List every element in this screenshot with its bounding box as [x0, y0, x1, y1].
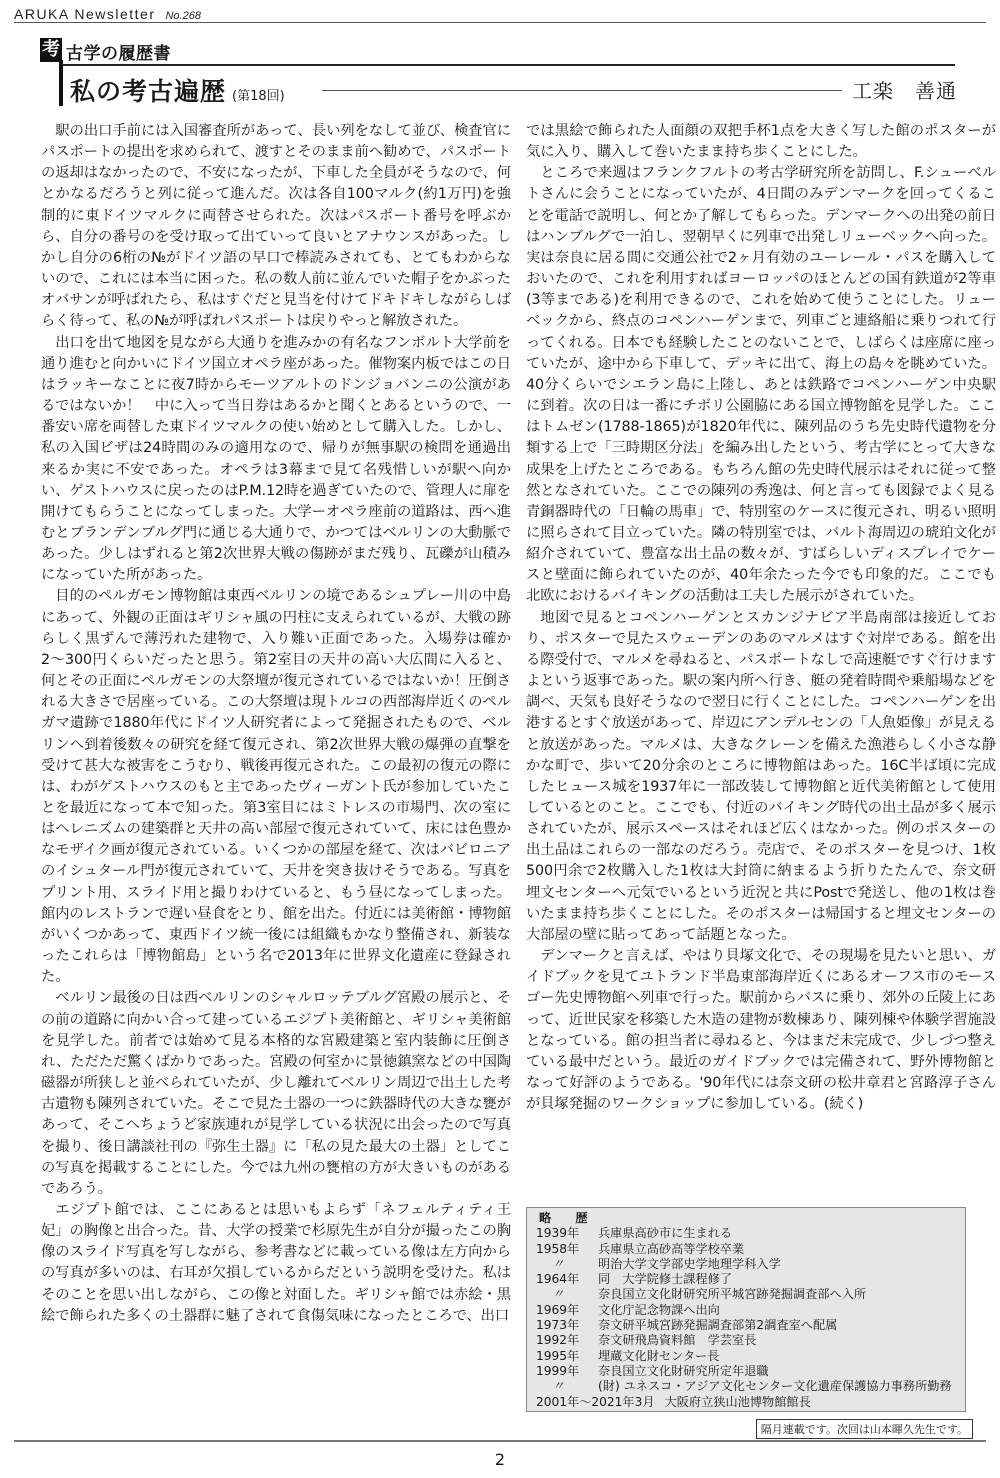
career-year: 2001年〜2021年3月 [536, 1394, 655, 1409]
career-text: 奈文研平城宮跡発掘調査部第2調査室へ配属 [598, 1318, 838, 1333]
paragraph: エジプト館では、ここにあるとは思いもよらず「ネフェルティティ王妃」の胸像と出合った。昔、大学の授業で杉原先生が自分が撮ったこの胸像のスライド写真を写しながら、参考書などに載っている像は左方向からの写真が多いのは、右耳が欠損しているからだという説明を受けた。私はそのことを思い出しながら、この像と対面した。ギリシャ館では赤絵・黒絵で飾られた多くの土器群に魅了されて食傷気味になったところで、出口 [41, 1201, 511, 1324]
career-row [536, 1333, 965, 1348]
article-heading [40, 38, 975, 108]
career-year: 〃 [552, 1379, 565, 1394]
career-row [536, 1318, 965, 1333]
career-row [536, 1226, 965, 1241]
career-year: 1958年 [536, 1241, 580, 1256]
career-box [526, 1207, 966, 1412]
paragraph: ところで来週はフランクフルトの考古学研究所を訪問し、F.シューベルトさんに会うことになっていたが、4日間のみデンマークを回ってくることを電話で説明し、何とか了解してもらった。デンマークへの出発の前日はハンブルグで一泊し、翌朝早くに列車で出発しリューベックへ向った。実は奈良に居る間に交通公社で2ヶ月有効のユーレール・パスを購入しておいたので、これを利用すればヨーロッパのほとんどの国有鉄道が2等車(3等まである)を利用できるので、これを始めて使うことにした。リューベックから、終点のコペンハーゲンまで、列車ごと連絡船に乗りつれて行ってくれる。日本でも経験したことのないことで、しばらくは座席に座っていたが、途中から下車して、デッキに出て、海上の島々を眺めていた。40分くらいでシエラン島に上陸し、あとは鉄路でコペンハーゲン中央駅に到着。次の日は一番にチボリ公園脇にある国立博物館を見学した。ここはトムゼン(1788-1865)が1820年代に、陳列品のうち先史時代遺物を分類する上で「三時期区分法」を編み出したという、考古学にとって大きな成果を上げたところである。もちろん館の先史時代展示はそれに従って整然となされていた。ここでの陳列の秀逸は、何と言っても図録でよく見る青銅器時代の「日輪の馬車」で、特別室のケースに復元され、明るい照明に照らされて目立っていた。隣の特別室では、バルト海周辺の琥珀文化が紹介されていて、豊富な出土品の数々が、すばらしいディスプレイでケースと壁面に飾られていたのが、40年余たった今でも印象的だ。ここでも北欧におけるバイキングの活動は工夫した展示がされていた。 [526, 165, 996, 605]
career-text: 兵庫県高砂市に生まれる [598, 1226, 733, 1241]
career-row [536, 1242, 965, 1257]
newsletter-name: ARUKA Newsletter [14, 6, 156, 22]
career-year: 1999年 [536, 1363, 580, 1378]
article-title-text: 私の考古遍歴 [70, 77, 227, 106]
page-number: 2 [494, 1450, 506, 1469]
career-row [536, 1257, 965, 1272]
series-name: 古学の履歴書 [66, 44, 171, 64]
paragraph: 目的のペルガモン博物館は東西ベルリンの境であるシュプレー川の中島にあって、外観の正面はギリシャ風の円柱に支えられているが、大戦の跡らしく黒ずんで薄汚れた建物で、入り難い正面であった。入場券は確か2〜300円くらいだったと思う。第2室目の天井の高い大広間に入ると、何とその正面にペルガモンの大祭壇が復元されているではないか！圧倒される大きさで居座っている。この大祭壇は現トルコの西部海岸近くのペルガマ遺跡で1880年代にドイツ人研究者によって発掘されたもので、ベルリンへ到着後数々の研究を経て復元され、第2次世界大戦の爆弾の直撃を受けて甚大な被害をこうむり、戦後再復元された。この最初の復元の際には、わがゲストハウスのもと主であったヴィーガント氏が参加していたことを最近になって本で知った。第3室目にはミトレスの市場門、次の室にはヘレニズムの建築群と天井の高い部屋で復元されていて、床には色豊かなモザイク画が復元されている。いくつかの部屋を経て、次はバビロニアのイシュタール門が復元されていて、天井を突き抜けそうである。写真をプリント用、スライド用と撮りわけていると、もう昼になってしまった。館内のレストランで遅い昼食をとり、館を出た。付近には美術館・博物館がいくつかあって、東西ドイツ統一後には組織もかなり整備され、新装なったこれらは「博物館島」という名で2013年に世界文化遺産に登録された。 [41, 588, 511, 986]
series-badge-bar [59, 60, 63, 106]
career-text: 奈良国立文化財研究所平城宮跡発掘調査部へ入所 [598, 1287, 867, 1302]
career-row [536, 1303, 965, 1318]
career-title: 略 歴 [539, 1211, 594, 1225]
article-episode: (第18回) [232, 89, 285, 104]
career-row [536, 1287, 965, 1302]
career-text: 奈良国立文化財研究所定年退職 [598, 1363, 769, 1378]
paragraph: 駅の出口手前には入国審査所があって、長い列をなして並び、検査官にパスポートの提出を求められて、渡すとそのまま前へ勧めで、パスポートの返却はなかったので、不安になったが、下車した全員がそうなので、何とかなるだろうと列に従って進んだ。次は各自100マルク(約1万円)を強制的に東ドイツマルクに両替させられた。次はパスポート番号を呼ぶから、自分の番号のを受け取って出ていって良いとアナウンスがあった。しかし自分の6桁の№がドイツ語の早口で棒読みされても、とてもわからないので、これには本当に困った。私の数人前に並んでいた帽子をかぶったオバサンが呼ばれたら、私はすぐだと見当を付けてドキドキしながらしばらく待って、私の№が呼ばれパスポートは戻りやっと解放された。 [41, 123, 511, 330]
career-year: 1969年 [536, 1302, 580, 1317]
career-text: 埋蔵文化財センター長 [598, 1348, 720, 1363]
career-year: 1964年 [536, 1272, 580, 1287]
career-year: 1995年 [536, 1348, 580, 1363]
career-text: 大阪府立狭山池博物館館長 [664, 1394, 811, 1409]
career-year: 1973年 [536, 1318, 580, 1333]
career-text: 文化庁記念物課へ出向 [598, 1302, 720, 1317]
career-row [536, 1349, 965, 1364]
career-row [536, 1395, 965, 1410]
career-text: 兵庫県立高砂高等学校卒業 [598, 1241, 745, 1256]
paragraph: では黒絵で飾られた人面顔の双把手杯1点を大きく写した館のポスターが気に入り、購入して巻いたまま持ち歩くことにした。 [526, 123, 996, 161]
career-year: 〃 [552, 1256, 565, 1271]
serial-note: 隔月連載です。次回は山本暉久先生です。 [756, 1419, 973, 1439]
career-text: (財) ユネスコ・アジア文化センター文化遺産保護協力事務所勤務 [598, 1379, 952, 1394]
paragraph: 出口を出て地図を見ながら大通りを進みかの有名なフンボルト大学前を通り進むと向かいにドイツ国立オペラ座があった。催物案内板ではこの日はラッキーなことに夜7時からモーツアルトのドンジョバンニの公演があるではないか！ 中に入って当日券はあるかと聞くとあるというので、一番安い席を両替した東ドイツマルクの使い始めとして購入した。しかし、私の入国ビザは24時間のみの適用なので、帰りが無事駅の検問を通過出来るか実に不安であった。オペラは3幕まで見て名残惜しいが駅へ向かい、ゲストハウスに戻ったのはP.M.12時を過ぎていたので、管理人に扉を開けてもらうことになってしまった。大学ーオペラ座前の道路は、西へ進むとブランデンブルグ門に通じる大通りで、かつてはベルリンの大動脈であった。少しはずれると第2次世界大戦の傷跡がまだ残り、瓦礫が山積みになっていた所があった。 [41, 334, 511, 584]
career-text: 奈文研飛鳥資料館 学芸室長 [598, 1333, 757, 1348]
series-badge-icon: 考 [42, 39, 60, 60]
career-year: 〃 [552, 1287, 565, 1302]
footer-divider [14, 1440, 986, 1442]
left-column [41, 121, 511, 1327]
title-divider [322, 90, 842, 91]
career-text: 明治大学文学部史学地理学科入学 [598, 1256, 781, 1271]
career-row [536, 1272, 965, 1287]
paragraph: ベルリン最後の日は西ベルリンのシャルロッテブルグ宮殿の展示と、その前の道路に向かい合って建っているエジプト美術館と、ギリシャ美術館を見学した。前者では始めて見る本格的な宮殿建築と室内装飾に圧倒され、ただただ驚くばかりであった。宮殿の何室かに景徳鎮窯などの中国陶磁器が所狭しと並べられていたが、少し離れてベルリン周辺で出土した考古遺物も陳列されていた。そこで見た土器の一つに鉄器時代の大きな甕があって、そこへちょうど家族連れが見学している状況に出会ったので写真を撮り、後日講談社刊の『弥生土器』に「私の見た最大の土器」としてこの写真を掲載することにした。今では九州の甕棺の方が大きいものがあるであろう。 [41, 990, 511, 1197]
series-divider [62, 64, 955, 66]
career-row [536, 1379, 965, 1394]
career-text: 同 大学院修士課程修了 [598, 1272, 733, 1287]
article-title [70, 72, 285, 108]
newsletter-header [14, 4, 986, 23]
issue-number: No.268 [165, 10, 201, 22]
paragraph: デンマークと言えば、やはり貝塚文化で、その現場を見たいと思い、ガイドブックを見てユトランド半島東部海岸近くにあるオーフス市のモースゴー先史博物館へ列車で行った。駅前からバスに乗り、郊外の丘陵上にあって、近世民家を移築した木造の建物が数棟あり、陳列棟や体験学習施設となっている。館の担当者に尋ねると、今はまだ未完成で、少しづつ整えている最中だという。最近のガイドブックでは完備されて、野外博物館となって好評のようである。'90年代には奈文研の松井章君と宮路淳子さんが貝塚発掘のワークショップに参加している。(続く) [526, 948, 996, 1113]
right-column [526, 121, 996, 1115]
career-row [536, 1364, 965, 1379]
career-year: 1992年 [536, 1333, 580, 1348]
author-name: 工楽 善通 [852, 79, 957, 103]
paragraph: 地図で見るとコペンハーゲンとスカンジナビア半島南部は接近しており、ポスターで見たスウェーデンのあのマルメはすぐ対岸である。館を出る際受付で、マルメを尋ねると、パスポートなしで高速艇ですぐ行けますよという返事であった。駅の案内所へ行き、艇の発着時間や乗船場などを調べ、天気も良好そうなので翌日に行くことにした。コペンハーゲンを出港するとすぐ放送があって、岸辺にアンデルセンの「人魚姫像」が見えると放送があった。マルメは、大きなクレーンを備えた漁港らしく小さな静かな町で、歩いて20分余のところに博物館はあった。16C半ば頃に完成したヒュース城を1937年に一部改装して博物館と近代美術館として使用しているとのこと。ここでも、付近のバイキング時代の出土品が多く展示されていたが、展示スペースはそれほど広くはなかった。例のポスターの出土品はこれらの一部なのだろう。売店で、そのポスターを見つけ、1枚500円余で2枚購入した1枚は大封筒に納まるよう折りたたんで、奈文研埋文センターへ元気でいるという近況と共にPostで発送し、他の1枚は巻いたまま持ち歩くことにした。そのポスターは帰国すると埋文センターの大部屋の壁に貼ってあって話題となった。 [526, 609, 996, 943]
career-year: 1939年 [536, 1226, 580, 1241]
